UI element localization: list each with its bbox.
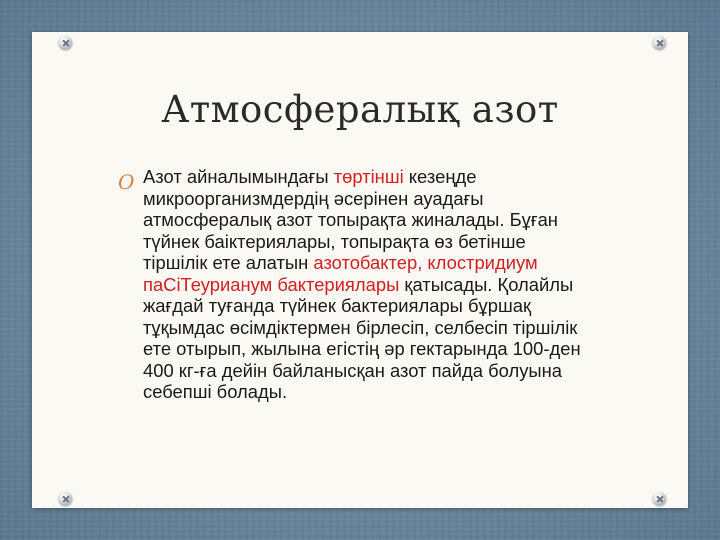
- text-segment: кезеңде микроорганизмдердің әсерінен ауадағы атмосфералық азот топырақта жиналады. Бұған түйнек баіктериялары, топырақта өз бетінше тіршілік ете алатын: [143, 166, 558, 273]
- text-segment: Азот айналымындағы: [143, 166, 334, 187]
- highlighted-text-segment: төртінші: [333, 166, 404, 187]
- body-paragraph: [143, 166, 593, 403]
- screw-bottom-right-icon: [653, 492, 666, 505]
- text-segment: қатысады. Қолайлы жағдай туғанда түйнек бактериялары бұршақ тұқымдас өсімдіктермен бірлесіп, селбесіп тіршілік ете отырып, жылына егістің әр гектарында 100-ден 400 кг-ға дейін байланысқан азот пайда болуына себепші болады.: [143, 273, 581, 402]
- screw-top-left-icon: [59, 36, 72, 49]
- slide-title: Атмосфералық азот: [161, 88, 559, 131]
- screw-bottom-left-icon: [59, 492, 72, 505]
- screw-top-right-icon: [653, 36, 666, 49]
- bullet-marker-icon: O: [118, 170, 135, 194]
- highlighted-text-segment: азотобактер, клостридиум паСіТеурианум бактериялары: [143, 252, 538, 295]
